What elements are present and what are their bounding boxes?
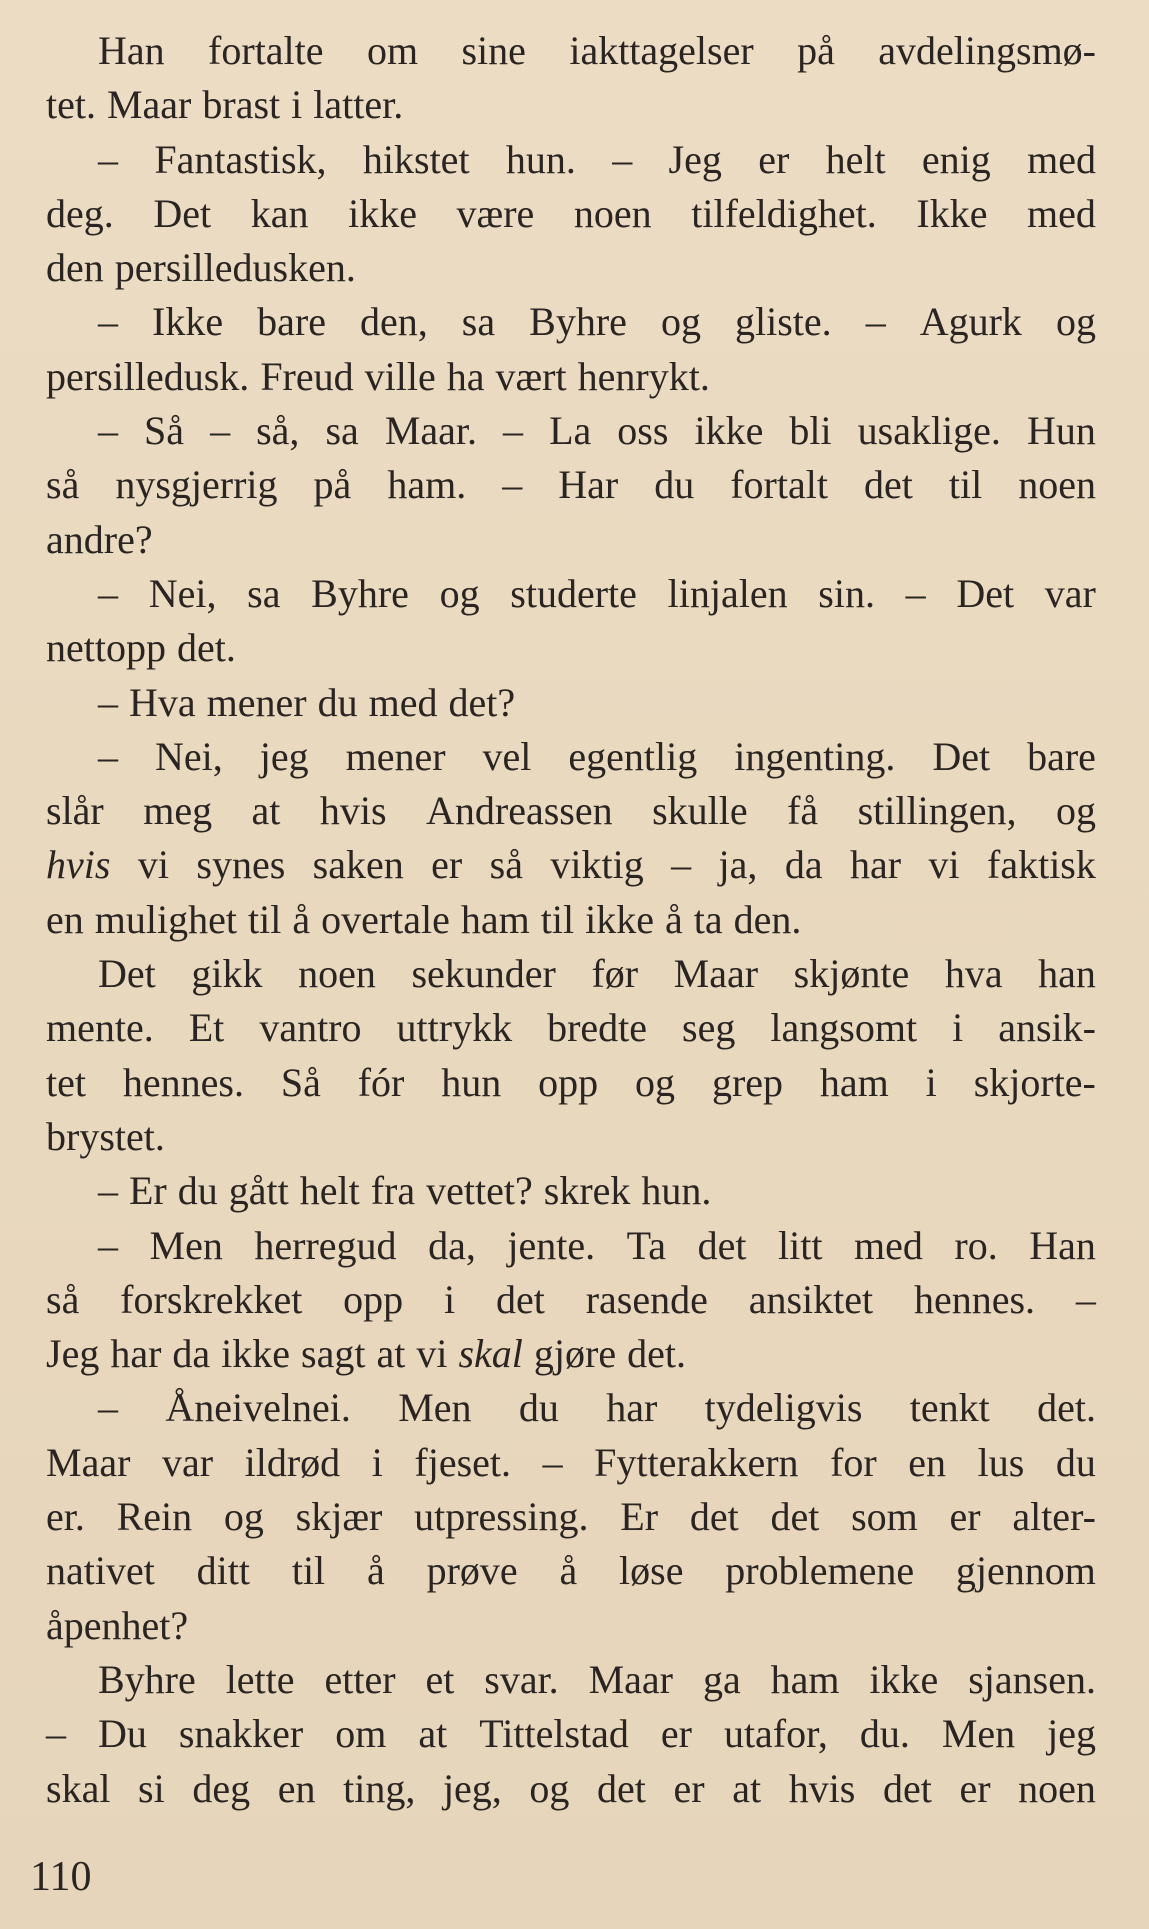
page-number: 110 [30,1854,92,1900]
text-line: så forskrekket opp i det rasende ansiktet hennes. – [46,1276,1096,1322]
text-line: – Fantastisk, hikstet hun. – Jeg er helt enig med [98,136,1096,182]
text-line: – Så – så, sa Maar. – La oss ikke bli usaklige. Hun [98,408,1096,454]
text-line: – Er du gått helt fra vettet? skrek hun. [98,1168,712,1214]
text-line: – Ikke bare den, sa Byhre og gliste. – Agurk og [98,299,1096,345]
text-line: tet hennes. Så fór hun opp og grep ham i skjorte- [46,1059,1096,1105]
text-line: Han fortalte om sine iakttagelser på avdelingsmø- [98,28,1096,73]
text-line: persilledusk. Freud ville ha vært henrykt. [46,353,710,399]
text-line: nativet ditt til å prøve å løse problemene gjennom [46,1548,1096,1594]
text-line: Byhre lette etter et svar. Maar ga ham ikke sjansen. [98,1656,1096,1702]
text-line: – Nei, sa Byhre og studerte linjalen sin. – Det var [98,570,1096,616]
text-line: er. Rein og skjær utpressing. Er det det som er alter- [46,1494,1096,1540]
text-line: hvis vi synes saken er så viktig – ja, da har vi faktisk [46,842,1096,888]
text-line: Jeg har da ikke sagt at vi skal gjøre det. [46,1331,686,1377]
text-line: – Hva mener du med det? [98,679,516,725]
text-line: brystet. [46,1113,165,1159]
text-line: en mulighet til å overtale ham til ikke å ta den. [46,896,802,942]
text-line: nettopp det. [46,625,236,671]
body-text [46,24,1096,1816]
text-line: Maar var ildrød i fjeset. – Fytterakkern for en lus du [46,1439,1096,1485]
text-line: slår meg at hvis Andreassen skulle få stillingen, og [46,788,1096,834]
text-line: skal si deg en ting, jeg, og det er at hvis det er noen [46,1765,1096,1811]
text-line: så nysgjerrig på ham. – Har du fortalt det til noen [46,462,1096,508]
text-line: mente. Et vantro uttrykk bredte seg langsomt i ansik- [46,1005,1096,1051]
text-line: andre? [46,516,153,562]
text-line: tet. Maar brast i latter. [46,82,404,128]
text-line: åpenhet? [46,1602,189,1648]
text-line: – Åneivelnei. Men du har tydeligvis tenkt det. [98,1385,1096,1431]
text-line: deg. Det kan ikke være noen tilfeldighet. Ikke med [46,190,1096,236]
text-line: – Men herregud da, jente. Ta det litt med ro. Han [98,1222,1096,1268]
text-line: – Du snakker om at Tittelstad er utafor, du. Men jeg [46,1711,1096,1757]
text-line: Det gikk noen sekunder før Maar skjønte hva han [98,951,1096,997]
text-line: den persilledusken. [46,245,356,291]
text-line: – Nei, jeg mener vel egentlig ingenting. Det bare [98,733,1096,779]
